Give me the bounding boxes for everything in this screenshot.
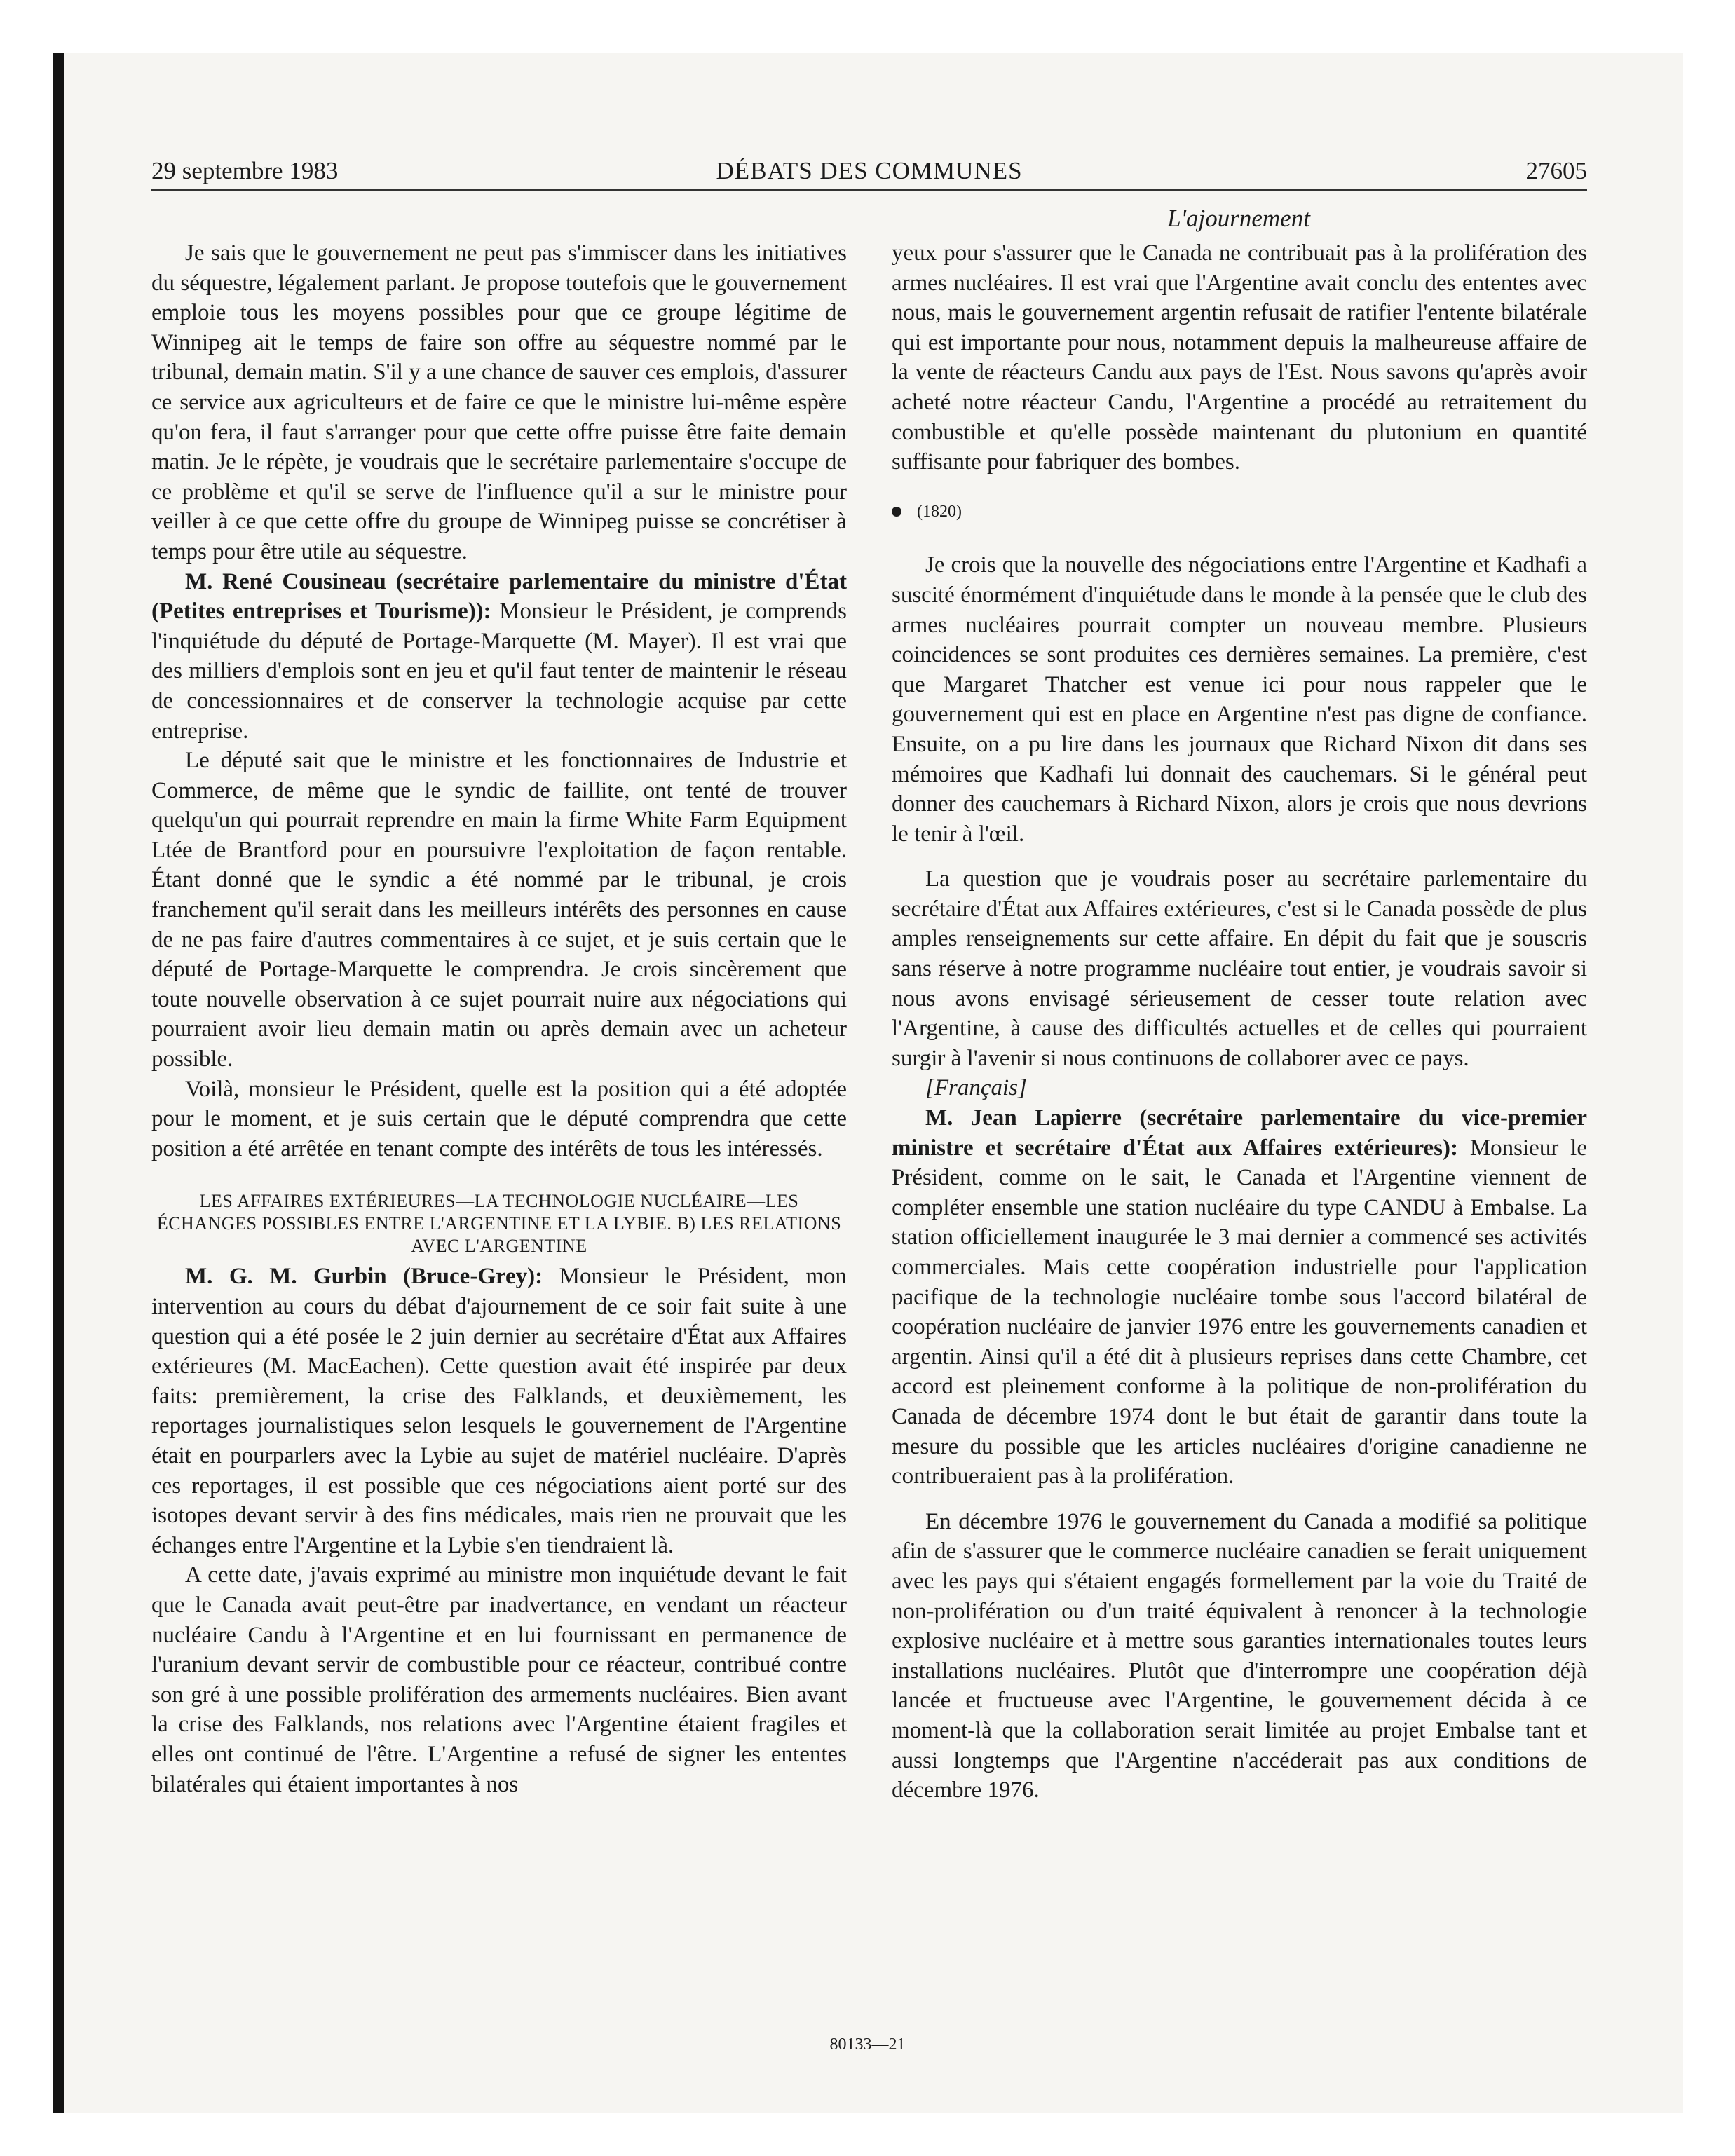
speech-text: Monsieur le Président, je comprends l'inquiétude du député de Portage-Marquette (M. Mayer). Il est vrai que des milliers d'emplois sont en jeu et qu'il faut tenter de maintenir le réseau de concessionnaires et de conserver la technologie acquise par cette entreprise. (151, 599, 847, 744)
paragraph: Je crois que la nouvelle des négociations entre l'Argentine et Kadhafi a suscité énormément d'inquiétude dans le monde à la pensée que le club des armes nucléaires pourrait compter un nouveau membre. Plusieurs coincidences se sont produites ces dernières semaines. La première, c'est que Margaret Thatcher est venue ici pour nous rappeler que le gouvernement qui est en place en Argentine n'est pas digne de confiance. Ensuite, on a pu lire dans les journaux que Richard Nixon dit dans ses mémoires que Kadhafi lui donnait des cauchemars. Si le général peut donner des cauchemars à Richard Nixon, alors je crois que nous devrions le tenir à l'œil. (892, 552, 1587, 847)
header-page-number: 27605 (1525, 157, 1587, 184)
paragraph: Le député sait que le ministre et les fonctionnaires de Industrie et Commerce, de même que le syndic de faillite, ont tenté de trouver quelqu'un qui pourrait reprendre en main la firme White Farm Equipment Ltée de Brantford pour en poursuivre l'exploitation de façon rentable. Étant donné que le syndic a été nommé par le tribunal, je crois franchement qu'il serait dans les meilleurs intérêts des personnes en cause de ne pas faire d'autres commentaires à ce sujet, et je suis certain que le député de Portage-Marquette le comprendra. Je crois sincèrement que toute nouvelle observation à ce sujet pourrait nuire aux négociations qui pourraient avoir lieu demain matin ou après demain avec un acheteur possible. (151, 748, 847, 1072)
paragraph: A cette date, j'avais exprimé au ministre mon inquiétude devant le fait que le Canada avait peut-être par inadvertance, en vendant un réacteur nucléaire Candu à l'Argentine et en lui fournissant en permanence de l'uranium devant servir de combustible pour ce réacteur, contribué contre son gré à une possible prolifération des armements nucléaires. Bien avant la crise des Falklands, nos relations avec l'Argentine étaient fragiles et elles ont continué de l'être. L'Argentine a refusé de signer les ententes bilatérales qui étaient importantes à nos (151, 1562, 847, 1797)
paragraph: yeux pour s'assurer que le Canada ne contribuait pas à la prolifération des armes nucléaires. Il est vrai que l'Argentine avait conclu des ententes avec nous, mais le gouvernement argentin refusait de ratifier l'entente bilatérale qui est importante pour nous, notamment depuis la malheureuse affaire de la vente de réacteurs Candu aux pays de l'Est. Nous savons qu'après avoir acheté notre réacteur Candu, l'Argentine a procédé au retraitement du combustible et qu'elle possède maintenant du plutonium en quantité suffisante pour fabriquer des bombes. (892, 240, 1587, 475)
header-title: DÉBATS DES COMMUNES (716, 157, 1023, 184)
speaker-name: M. Jean Lapierre (secrétaire parlementaire du vice-premier ministre et secrétaire d'État aux Affaires extérieures): (892, 1105, 1587, 1161)
speech (151, 1262, 847, 1560)
header-date: 29 septembre 1983 (151, 157, 339, 184)
language-marker: [Français] (925, 1075, 1027, 1101)
speaker-name: M. G. M. Gurbin (Bruce-Grey): (185, 1264, 543, 1290)
paragraph: Voilà, monsieur le Président, quelle est la position qui a été adoptée pour le moment, et je suis certain que le député comprendra que cette position a été arrêtée en tenant compte des intérêts de tous les intéressés. (151, 1076, 847, 1161)
page-header (151, 156, 1587, 191)
speech (151, 567, 847, 746)
paragraph: Je sais que le gouvernement ne peut pas s'immiscer dans les initiatives du séquestre, légalement parlant. Je propose toutefois que le gouvernement emploie tous les moyens possibles pour que ce groupe légitime de Winnipeg ait le temps de faire son offre au séquestre nommé par le tribunal, demain matin. S'il y a une chance de sauver ces emplois, d'assurer ce service aux agriculteurs et de faire ce que le ministre lui-même espère qu'on fera, il faut s'arranger pour que cette offre puisse être faite demain matin. Je le répète, je voudrais que le secrétaire parlementaire s'occupe de ce problème et qu'il se serve de l'influence qu'il a sur le ministre pour veiller à ce que cette offre du groupe de Winnipeg puisse se concrétiser à temps pour être utile au séquestre. (151, 240, 847, 564)
paragraph: La question que je voudrais poser au secrétaire parlementaire du secrétaire d'État aux Affaires extérieures, c'est si le Canada possède de plus amples renseignements sur cette affaire. En dépit du fait que je souscris sans réserve à notre programme nucléaire tout entier, je voudrais savoir si nous avons envisagé sérieusement de cesser toute relation avec l'Argentine, à cause des difficultés actuelles et de celles qui pourraient surgir à l'avenir si nous continuons de collaborer avec ce pays. (892, 866, 1587, 1071)
left-column (151, 238, 847, 1799)
page-footer: 80133—21 (829, 2035, 906, 2054)
time-stamp: (1820) (917, 502, 962, 521)
speech (892, 1103, 1587, 1492)
bullet-icon (892, 507, 901, 517)
paragraph: En décembre 1976 le gouvernement du Canada a modifié sa politique afin de s'assurer que le commerce nucléaire canadien se ferait uniquement avec les pays qui s'étaient engagés formellement par la voie du Traité de non-prolifération ou d'un traité équivalent à renoncer à la technologie explosive nucléaire et à mettre sous garanties internationales toutes leurs installations nucléaires. Plutôt que d'interrompre une coopération déjà lancée et fructueuse avec l'Argentine, le gouvernement décida à ce moment-là que la collaboration serait limitée au projet Embalse tant et aussi longtemps que l'Argentine n'accéderait pas aux conditions de décembre 1976. (892, 1508, 1587, 1803)
right-column (892, 238, 1587, 1806)
section-rubric: LES AFFAIRES EXTÉRIEURES—LA TECHNOLOGIE NUCLÉAIRE—LES ÉCHANGES POSSIBLES ENTRE L'ARGENTINE ET LA LYBIE. B) LES RELATIONS AVEC L'ARGENTINE (156, 1191, 842, 1257)
speech-text: Monsieur le Président, mon intervention au cours du débat d'ajournement de ce soir fait suite à une question qui a été posée le 2 juin dernier au secrétaire d'État aux Affaires extérieures (M. MacEachen). Cette question avait été inspirée par deux faits: premièrement, la crise des Falklands, et deuxièmement, les reportages journalistiques selon lesquels le gouvernement de l'Argentine était en pourparlers avec la Lybie au sujet de matériel nucléaire. D'après ces reportages, il est possible que ces négociations aient porté sur des isotopes devant servir à des fins médicales, mais rien ne prouvait que les échanges entre l'Argentine et la Lybie s'en tiendraient là. (151, 1264, 847, 1558)
scan-edge (53, 53, 64, 2113)
speech-text: Monsieur le Président, comme on le sait, le Canada et l'Argentine viennent de compléter ensemble une station nucléaire du type CANDU à Embalse. La station officiellement inaugurée le 3 mai dernier a commencé ses activités commerciales. Mais cette coopération industrielle pour l'application pacifique de la technologie nucléaire tombe sous l'accord bilatéral de coopération nucléaire de janvier 1976 entre les gouvernements canadien et argentin. Ainsi qu'il a été dit à plusieurs reprises dans cette Chambre, cet accord est pleinement conforme à la politique de non-prolifération du Canada de décembre 1974 dont le but était de garantir dans toute la mesure du possible que les articles nucléaires d'origine canadienne ne contribueraient pas à la prolifération. (892, 1135, 1587, 1489)
speaker-name: M. René Cousineau (secrétaire parlementaire du ministre d'État (Petites entreprises et Tourisme)): (151, 568, 847, 625)
running-title: L'ajournement (1167, 205, 1310, 232)
time-marker (892, 497, 1587, 527)
